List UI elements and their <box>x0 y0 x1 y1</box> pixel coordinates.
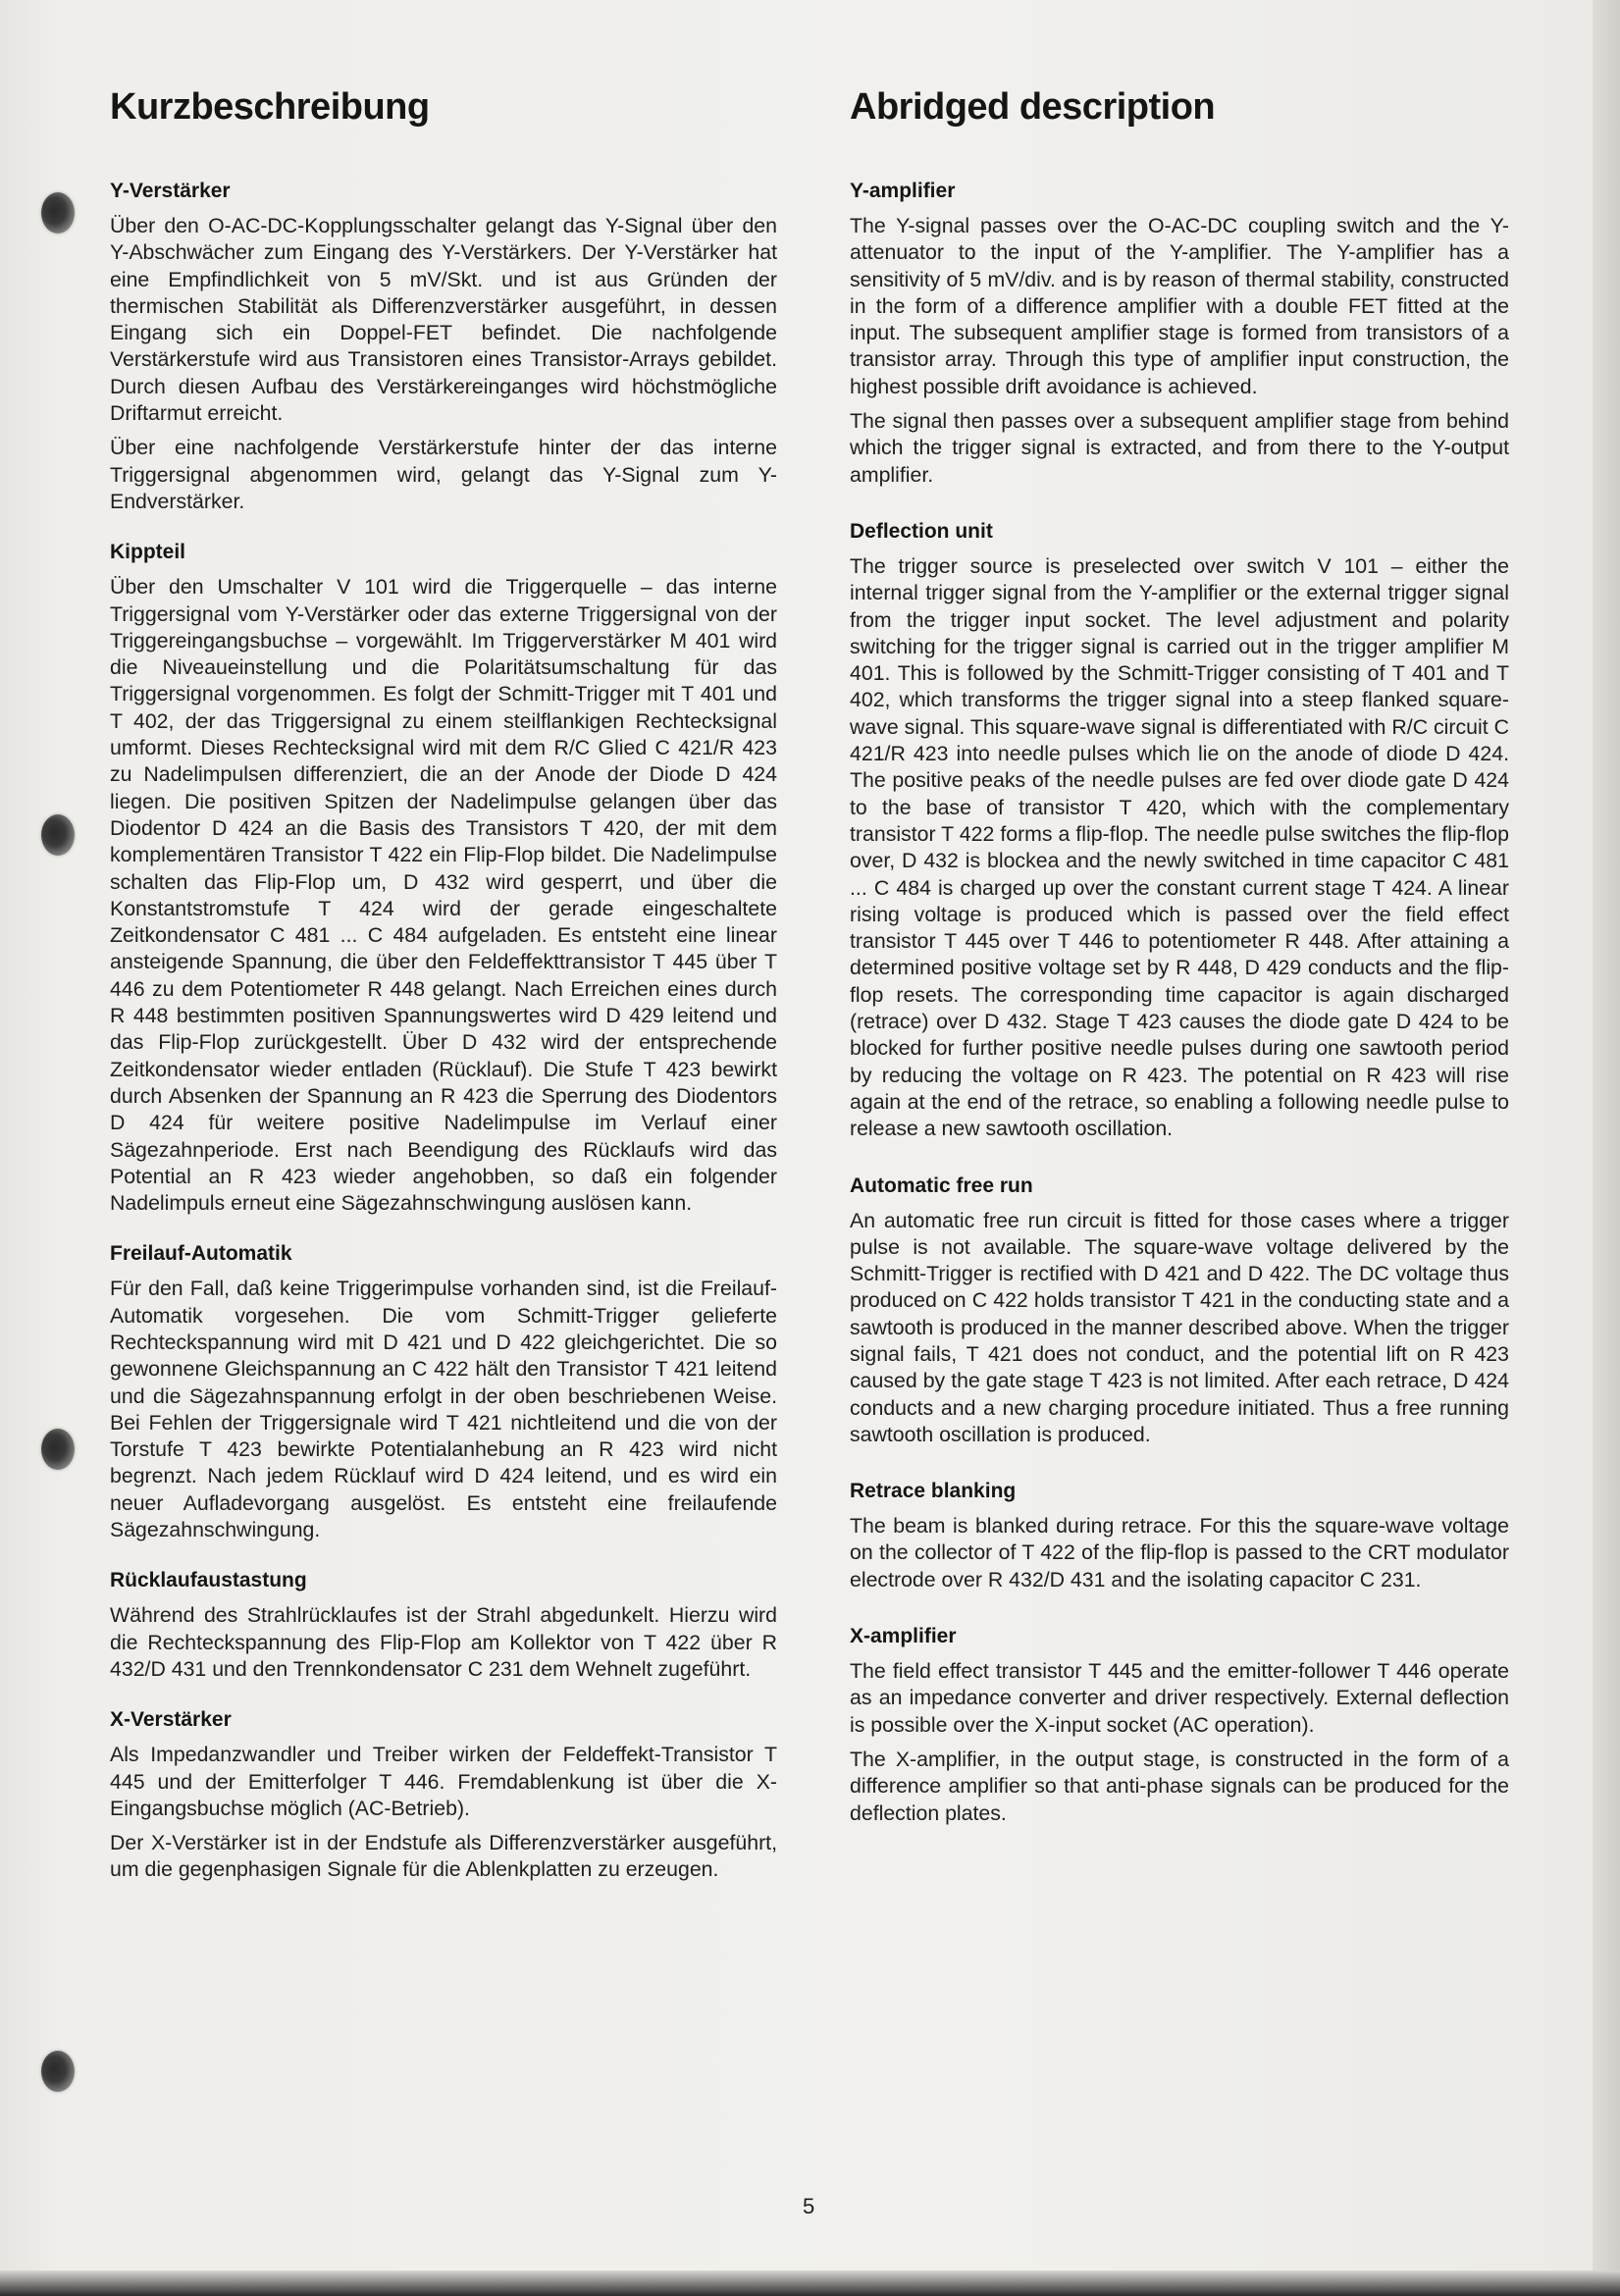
punch-hole <box>41 2051 75 2092</box>
section-automatic-free-run <box>850 1174 1509 1449</box>
paragraph: Über eine nachfolgende Verstärkerstufe hinter der das interne Triggersignal abgenommen wird, gelangt das Y-Signal zum Y-Endverstärker. <box>110 436 777 513</box>
english-title: Abridged description <box>850 86 1216 128</box>
paragraph: The field effect transistor T 445 and the emitter-follower T 446 operate as an impedance converter and driver respectively. External deflection is possible over the X-input socket (AC operation). <box>850 1659 1509 1737</box>
paragraph: The signal then passes over a subsequent amplifier stage from behind which the trigger signal is extracted, and from there to the Y-output amplifier. <box>850 409 1509 487</box>
paragraph: Als Impedanzwandler und Treiber wirken der Feldeffekt-Transistor T 445 und der Emitterfolger T 446. Fremdablenkung ist über die X-Eingangsbuchse möglich (AC-Betrieb). <box>110 1743 777 1820</box>
section-y-verstaerker <box>110 180 777 515</box>
section-freilauf-automatik <box>110 1242 777 1543</box>
page-edge-bottom <box>0 2270 1620 2296</box>
section-deflection-unit <box>850 520 1509 1143</box>
german-title: Kurzbeschreibung <box>110 86 430 128</box>
section-heading: Kippteil <box>110 541 185 564</box>
section-heading: Y-amplifier <box>850 180 956 202</box>
section-heading: Deflection unit <box>850 519 993 543</box>
section-heading: Freilauf-Automatik <box>110 1242 292 1266</box>
paragraph: The trigger source is preselected over switch V 101 – either the internal trigger signal from the Y-amplifier or the external trigger signal from the trigger input socket. The level adjustment and polarity switching for the trigger signal is carried out in the trigger amplifier M 401. This is followed by the Schmitt-Trigger consisting of T 401 and T 402, which transforms the trigger signal into a steep flanked square-wave signal. This square-wave signal is differentiated with R/C circuit C 421/R 423 into needle pulses which lie on the anode of diode D 424. The positive peaks of the needle pulses are fed over diode gate D 424 to the base of transistor T 420, which with the complementary transistor T 422 forms a flip-flop. The needle pulse switches the flip-flop over, D 432 is blockea and the newly switched in time capacitor C 481 ... C 484 is charged up over the constant current stage T 424. A linear rising voltage is produced which is passed over the field effect transistor T 445 over T 446 to potentiometer R 448. After attaining a determined positive voltage set by R 448, D 429 conducts and the flip-flop resets. The corresponding time capacitor is again discharged (retrace) over D 432. Stage T 423 causes the diode gate D 424 to be blocked for further positive needle pulses during one sawtooth period by reducing the voltage on R 423. The potential on R 423 will rise again at the end of the retrace, so enabling a following needle pulse to release a new sawtooth oscillation. <box>850 553 1509 1141</box>
section-retrace-blanking <box>850 1480 1509 1593</box>
english-column <box>850 86 1509 1858</box>
paragraph: Für den Fall, daß keine Triggerimpulse vorhanden sind, ist die Freilauf-Automatik vorgesehen. Die vom Schmitt-Trigger gelieferte Rechteckspannung wird mit D 421 und D 422 gleichgerichtet. Die so gewonnene Gleichspannung an C 422 hält den Transistor T 421 leitend und die Sägezahnspannung erfolgt in der oben beschriebenen Weise. Bei Fehlen der Triggersignale wird T 421 nichtleitend und die von der Torstufe T 423 bewirkte Potentialanhebung an R 423 wird nicht begrenzt. Nach jedem Rücklauf wird D 424 leitend, und es wird ein neuer Aufladevorgang ausgelöst. Es entsteht eine freilaufende Sägezahnschwingung. <box>110 1277 777 1542</box>
paragraph: Über den Umschalter V 101 wird die Triggerquelle – das interne Triggersignal vom Y-Verstärker oder das externe Triggersignal von der Triggereingangsbuchse – vorgewählt. Im Triggerverstärker M 401 wird die Niveaueinstellung und die Polaritätsumschaltung für das Triggersignal vorgenommen. Es folgt der Schmitt-Trigger mit T 401 und T 402, der das Triggersignal zu einem steilflankigen Rechtecksignal umformt. Dieses Rechtecksignal wird mit dem R/C Glied C 421/R 423 zu Nadelimpulsen differenziert, die an der Anode der Diode D 424 liegen. Die positiven Spitzen der Nadelimpulse gelangen über das Diodentor D 424 an die Basis des Transistors T 420, der mit dem komplementären Transistor T 422 ein Flip-Flop bildet. Die Nadelimpulse schalten das Flip-Flop um, D 432 wird gesperrt, und über die Konstantstromstufe T 424 wird der gerade eingeschaltete Zeitkondensator C 481 ... C 484 aufgeladen. Es entsteht eine linear ansteigende Spannung, die über den Feldeffekttransistor T 445 über T 446 zu dem Potentiometer R 448 gelangt. Nach Erreichen eines durch R 448 bestimmten positiven Spannungswertes wird D 429 leitend und das Flip-Flop zurückgestellt. Über D 432 wird der entsprechende Zeitkondensator wieder entladen (Rücklauf). Die Stufe T 423 bewirkt durch Absenken der Spannung an R 423 die Sperrung des Diodentors D 424 für weitere positive Nadelimpulse im Verlauf einer Sägezahnperiode. Erst nach Beendigung des Rücklaufs wird das Potential an R 423 wieder angehobben, so daß ein folgender Nadelimpuls erneut eine Sägezahnschwingung auslösen kann. <box>110 575 777 1216</box>
german-column <box>110 86 777 1909</box>
section-heading: Automatic free run <box>850 1174 1033 1197</box>
paragraph: The X-amplifier, in the output stage, is constructed in the form of a difference amplifier so that anti-phase signals can be produced for the deflection plates. <box>850 1747 1509 1825</box>
paragraph: Während des Strahlrücklaufes ist der Strahl abgedunkelt. Hierzu wird die Rechteckspannung des Flip-Flop am Kollektor von T 422 über R 432/D 431 und den Trennkondensator C 231 dem Wehnelt zugeführt. <box>110 1603 777 1681</box>
section-heading: X-Verstärker <box>110 1708 232 1732</box>
paragraph: Über den O-AC-DC-Kopplungsschalter gelangt das Y-Signal über den Y-Abschwächer zum Eingang des Y-Verstärkers. Der Y-Verstärker hat eine Empfindlichkeit von 5 mV/Skt. und ist aus Gründen der thermischen Stabilität als Differenzverstärker ausgeführt, in dessen Eingang sich ein Doppel-FET befindet. Die nachfolgende Verstärkerstufe wird aus Transistoren eines Transistor-Arrays gebildet. Durch diesen Aufbau des Verstärkereinganges wird höchstmögliche Driftarmut erreicht. <box>110 214 777 426</box>
page-number: 5 <box>803 2194 815 2218</box>
section-ruecklaufaustastung <box>110 1569 777 1683</box>
section-x-amplifier <box>850 1625 1509 1827</box>
section-kippteil <box>110 541 777 1217</box>
punch-hole <box>41 814 75 856</box>
paragraph: Der X-Verstärker ist in der Endstufe als Differenzverstärker ausgeführt, um die gegenphasigen Signale für die Ablenkplatten zu erzeugen. <box>110 1831 777 1882</box>
paragraph: An automatic free run circuit is fitted for those cases where a trigger pulse is not available. The square-wave voltage delivered by the Schmitt-Trigger is rectified with D 421 and D 422. The DC voltage thus produced on C 422 holds transistor T 421 in the conducting state and a sawtooth is produced in the manner described above. When the trigger signal fails, T 421 does not conduct, and the potential lift on R 423 caused by the gate stage T 423 is not limited. After each retrace, D 424 conducts and a new charging procedure initiated. Thus a free running sawtooth oscillation is produced. <box>850 1208 1509 1446</box>
section-y-amplifier <box>850 180 1509 489</box>
section-heading: Retrace blanking <box>850 1480 1017 1503</box>
section-x-verstaerker <box>110 1708 777 1883</box>
section-heading: Y-Verstärker <box>110 180 231 202</box>
page-edge-right <box>1593 0 1620 2296</box>
punch-hole <box>41 192 75 234</box>
paragraph: The beam is blanked during retrace. For this the square-wave voltage on the collector of T 422 of the flip-flop is passed to the CRT modulator electrode over R 432/D 431 and the isolating capacitor C 231. <box>850 1514 1509 1592</box>
section-heading: X-amplifier <box>850 1625 957 1648</box>
paragraph: The Y-signal passes over the O-AC-DC coupling switch and the Y-attenuator to the input of the Y-amplifier. The Y-amplifier has a sensitivity of 5 mV/div. and is by reason of thermal stability, constructed in the form of a difference amplifier with a double FET fitted at the input. The subsequent amplifier stage is formed from transistors of a transistor array. Through this type of amplifier input construction, the highest possible drift avoidance is achieved. <box>850 214 1509 398</box>
punch-hole <box>41 1429 75 1470</box>
section-heading: Rücklaufaustastung <box>110 1569 307 1592</box>
